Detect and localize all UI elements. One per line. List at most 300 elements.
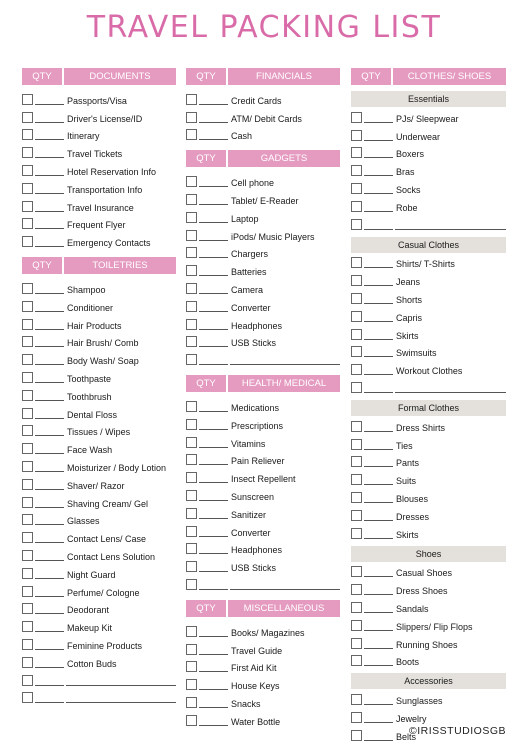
qty-line[interactable] [199,311,228,312]
section-header-toiletries [22,257,176,274]
item-label: Emergency Contacts [67,238,151,249]
checkbox[interactable] [22,336,33,347]
qty-heading: QTY [22,257,64,274]
checklist-item [351,489,506,507]
checkbox[interactable] [22,497,33,508]
checkbox[interactable] [351,112,362,123]
checklist-item [351,691,506,709]
checkbox[interactable] [186,679,197,690]
checkbox[interactable] [351,275,362,286]
item-label: Dress Shirts [396,422,446,433]
checkbox[interactable] [186,319,197,330]
item-label: Deodorant [67,605,110,616]
qty-line[interactable] [199,364,228,365]
checkbox[interactable] [351,584,362,595]
qty-line[interactable] [364,356,393,357]
qty-line[interactable] [199,411,228,412]
checkbox[interactable] [351,165,362,176]
qty-line[interactable] [364,374,393,375]
qty-line[interactable] [199,536,228,537]
item-label: First Aid Kit [231,663,277,674]
checkbox[interactable] [22,301,33,312]
checklist-item [351,255,506,273]
checklist-item [22,351,176,369]
checkbox[interactable] [22,479,33,490]
qty-line[interactable] [364,392,393,393]
checkbox[interactable] [22,603,33,614]
checklist-item [22,405,176,423]
checkbox[interactable] [22,319,33,330]
checkbox[interactable] [186,283,197,294]
qty-line[interactable] [199,222,228,223]
checkbox[interactable] [186,301,197,312]
qty-heading: QTY [22,68,64,85]
checklist-item [22,618,176,636]
qty-line[interactable] [199,553,228,554]
checklist-item [351,344,506,362]
checkbox[interactable] [186,626,197,637]
qty-line[interactable] [199,139,228,140]
checkbox[interactable] [22,657,33,668]
checklist-item [22,583,176,601]
checklist-item [351,653,506,671]
checkbox[interactable] [351,130,362,141]
write-in-line[interactable] [230,364,340,365]
item-label: Shampoo [67,284,106,295]
checkbox[interactable] [22,692,33,703]
item-label: Travel Guide [231,645,283,656]
qty-line[interactable] [35,649,64,650]
checkbox[interactable] [351,382,362,393]
checklist-item [22,654,176,672]
qty-line[interactable] [35,139,64,140]
checklist-item [22,216,176,234]
checklist-item [22,494,176,512]
checklist-item [186,109,340,127]
qty-line[interactable] [35,364,64,365]
checkbox[interactable] [351,147,362,158]
checklist-item [186,505,340,523]
qty-line[interactable] [199,518,228,519]
qty-line[interactable] [199,275,228,276]
qty-line[interactable] [364,502,393,503]
section-title: FINANCIALS [256,71,312,82]
qty-line[interactable] [199,707,228,708]
qty-line[interactable] [35,702,64,703]
qty-line[interactable] [364,285,393,286]
item-label: Contact Lens/ Case [67,534,147,545]
checkbox[interactable] [351,712,362,723]
checkbox[interactable] [22,443,33,454]
checklist-item [351,198,506,216]
checklist-item [186,659,340,677]
item-label: Hair Brush/ Comb [67,338,139,349]
checkbox[interactable] [186,129,197,140]
checklist-item [186,434,340,452]
checkbox[interactable] [22,218,33,229]
item-label: Tablet/ E-Reader [231,195,299,206]
item-label: Toothbrush [67,391,112,402]
item-label: Casual Shoes [396,568,453,579]
qty-line[interactable] [199,293,228,294]
item-label: Night Guard [67,569,116,580]
checkbox[interactable] [22,236,33,247]
checkbox[interactable] [186,194,197,205]
item-label: Running Shoes [396,639,458,650]
qty-line[interactable] [199,636,228,637]
item-label: Robe [396,202,418,213]
checklist-item [22,440,176,458]
blank-checklist-item [186,351,340,369]
checkbox[interactable] [351,219,362,230]
checklist-item [351,436,506,454]
checklist-item [22,334,176,352]
checkbox[interactable] [186,419,197,430]
checklist-item [351,145,506,163]
column-1 [22,68,176,707]
checklist-item [186,334,340,352]
qty-line[interactable] [35,578,64,579]
section-title: CLOTHES/ SHOES [407,71,492,82]
item-label: Body Wash/ Soap [67,356,139,367]
checkbox[interactable] [351,311,362,322]
checklist-item [186,91,340,109]
checkbox[interactable] [186,508,197,519]
checkbox[interactable] [186,715,197,726]
qty-line[interactable] [199,122,228,123]
qty-line[interactable] [35,293,64,294]
checklist-item [22,316,176,334]
checklist-item [186,173,340,191]
checklist-item [351,581,506,599]
qty-line[interactable] [35,435,64,436]
checkbox[interactable] [351,456,362,467]
qty-line[interactable] [364,704,393,705]
qty-line[interactable] [35,542,64,543]
item-label: Makeup Kit [67,623,113,634]
item-label: Perfume/ Cologne [67,587,140,598]
checkbox[interactable] [351,528,362,539]
item-label: ATM/ Debit Cards [231,113,302,124]
item-label: Chargers [231,249,269,260]
qty-line[interactable] [364,321,393,322]
section-header-clothes-shoes [351,68,506,85]
checkbox[interactable] [22,283,33,294]
qty-line[interactable] [364,648,393,649]
item-label: Blouses [396,493,429,504]
qty-line[interactable] [35,596,64,597]
item-label: Jeans [396,277,421,288]
checkbox[interactable] [22,568,33,579]
checkbox[interactable] [22,425,33,436]
checkbox[interactable] [186,661,197,672]
checkbox[interactable] [186,454,197,465]
qty-line[interactable] [199,464,228,465]
qty-line[interactable] [35,193,64,194]
checkbox[interactable] [22,372,33,383]
section-title: DOCUMENTS [89,71,151,82]
qty-line[interactable] [364,466,393,467]
qty-line[interactable] [35,489,64,490]
checkbox[interactable] [186,543,197,554]
qty-heading: QTY [186,375,228,392]
checkbox[interactable] [186,644,197,655]
subsection-header-accessories: Accessories [351,673,506,689]
qty-heading: QTY [351,68,393,85]
item-label: Travel Tickets [67,149,123,160]
qty-line[interactable] [35,471,64,472]
checkbox[interactable] [186,561,197,572]
checkbox[interactable] [351,346,362,357]
checkbox[interactable] [22,390,33,401]
qty-line[interactable] [35,418,64,419]
qty-line[interactable] [35,175,64,176]
checkbox[interactable] [22,461,33,472]
checkbox[interactable] [186,437,197,448]
item-label: Itinerary [67,131,100,142]
checkbox[interactable] [22,586,33,597]
qty-line[interactable] [35,667,64,668]
qty-line[interactable] [199,429,228,430]
qty-line[interactable] [35,211,64,212]
write-in-line[interactable] [395,392,506,393]
qty-line[interactable] [364,211,393,212]
qty-line[interactable] [199,589,228,590]
checklist-item [351,180,506,198]
checkbox[interactable] [351,620,362,631]
qty-line[interactable] [35,524,64,525]
item-label: Cotton Buds [67,658,117,669]
checkbox[interactable] [351,730,362,741]
checkbox[interactable] [22,201,33,212]
qty-line[interactable] [35,507,64,508]
checkbox[interactable] [351,183,362,194]
item-label: Sunscreen [231,491,275,502]
checkbox[interactable] [22,550,33,561]
checklist-item [351,308,506,326]
qty-line[interactable] [199,654,228,655]
checkbox[interactable] [22,514,33,525]
qty-line[interactable] [199,671,228,672]
checkbox[interactable] [186,354,197,365]
checkbox[interactable] [351,655,362,666]
qty-line[interactable] [35,346,64,347]
qty-line[interactable] [364,484,393,485]
checkbox[interactable] [186,697,197,708]
checklist-item [186,227,340,245]
checklist-item [22,529,176,547]
qty-line[interactable] [364,122,393,123]
checkbox[interactable] [351,364,362,375]
qty-line[interactable] [364,576,393,577]
item-label: Underwear [396,131,441,142]
checkbox[interactable] [186,472,197,483]
qty-line[interactable] [364,157,393,158]
qty-line[interactable] [199,204,228,205]
qty-line[interactable] [364,303,393,304]
checkbox[interactable] [22,94,33,105]
qty-line[interactable] [35,453,64,454]
qty-line[interactable] [364,722,393,723]
checklist-item [351,471,506,489]
qty-line[interactable] [364,740,393,741]
checkbox[interactable] [351,201,362,212]
qty-line[interactable] [199,500,228,501]
item-label: Shaving Cream/ Gel [67,498,149,509]
write-in-line[interactable] [66,685,176,686]
checkbox[interactable] [186,490,197,501]
qty-line[interactable] [364,175,393,176]
checkbox[interactable] [186,212,197,223]
item-label: Toothpaste [67,373,112,384]
qty-line[interactable] [35,311,64,312]
item-label: Moisturizer / Body Lotion [67,462,167,473]
checkbox[interactable] [186,401,197,412]
qty-line[interactable] [364,630,393,631]
checklist-item [351,635,506,653]
checkbox[interactable] [186,526,197,537]
page-title: TRAVEL PACKING LIST [86,10,442,45]
checkbox[interactable] [22,639,33,650]
item-label: PJs/ Sleepwear [396,113,459,124]
checklist-item [186,452,340,470]
qty-line[interactable] [35,613,64,614]
checkbox[interactable] [351,439,362,450]
qty-line[interactable] [35,228,64,229]
checklist-item [22,476,176,494]
qty-line[interactable] [199,689,228,690]
checkbox[interactable] [22,621,33,632]
checkbox[interactable] [351,474,362,485]
checklist-item [186,416,340,434]
checklist-item [22,512,176,530]
checklist-item [351,525,506,543]
checkbox[interactable] [22,183,33,194]
checkbox[interactable] [186,579,197,590]
checklist-item [351,127,506,145]
checkbox[interactable] [22,408,33,419]
qty-line[interactable] [364,140,393,141]
qty-line[interactable] [35,560,64,561]
write-in-line[interactable] [66,702,176,703]
checkbox[interactable] [186,112,197,123]
qty-line[interactable] [364,431,393,432]
qty-line[interactable] [199,571,228,572]
checkbox[interactable] [186,336,197,347]
item-label: Sandals [396,603,429,614]
qty-line[interactable] [35,122,64,123]
checklist-item [22,144,176,162]
qty-line[interactable] [364,449,393,450]
item-label: Pain Reliever [231,456,285,467]
qty-heading: QTY [186,68,228,85]
qty-line[interactable] [35,246,64,247]
item-label: Cash [231,131,253,142]
section-header-miscellaneous [186,600,340,617]
qty-line[interactable] [35,685,64,686]
qty-line[interactable] [364,594,393,595]
qty-line[interactable] [199,257,228,258]
checkbox[interactable] [351,566,362,577]
qty-line[interactable] [364,538,393,539]
qty-line[interactable] [35,157,64,158]
qty-line[interactable] [35,329,64,330]
checklist-item [22,601,176,619]
qty-line[interactable] [35,400,64,401]
item-label: Boxers [396,149,425,160]
checkbox[interactable] [22,354,33,365]
checkbox[interactable] [351,257,362,268]
item-label: Ties [396,440,413,451]
blank-checklist-item [22,672,176,690]
item-label: Skirts [396,529,419,540]
checkbox[interactable] [186,247,197,258]
section-title: MISCELLANEOUS [243,602,325,614]
qty-line[interactable] [199,104,228,105]
checklist-item [186,676,340,694]
qty-line[interactable] [199,346,228,347]
qty-line[interactable] [199,186,228,187]
checklist-item [351,507,506,525]
qty-line[interactable] [199,725,228,726]
checkbox[interactable] [351,510,362,521]
qty-line[interactable] [364,193,393,194]
checkbox[interactable] [186,176,197,187]
qty-line[interactable] [199,329,228,330]
qty-line[interactable] [35,382,64,383]
checkbox[interactable] [351,694,362,705]
write-in-line[interactable] [395,229,506,230]
checkbox[interactable] [22,532,33,543]
checklist-item [186,280,340,298]
checkbox[interactable] [22,129,33,140]
item-label: Medications [231,402,280,413]
qty-line[interactable] [364,339,393,340]
checkbox[interactable] [22,675,33,686]
item-label: Cell phone [231,178,275,189]
write-in-line[interactable] [230,589,340,590]
checkbox[interactable] [186,230,197,241]
checkbox[interactable] [351,602,362,613]
checkbox[interactable] [22,112,33,123]
item-label: Swimsuits [396,348,437,359]
checklist-item [186,127,340,145]
qty-line[interactable] [199,447,228,448]
checkbox[interactable] [351,293,362,304]
checklist-item [186,191,340,209]
checkbox[interactable] [186,265,197,276]
qty-line[interactable] [35,104,64,105]
item-label: Belts [396,731,417,742]
checkbox[interactable] [22,165,33,176]
blank-checklist-item [351,216,506,234]
qty-line[interactable] [199,482,228,483]
qty-line[interactable] [364,612,393,613]
checkbox[interactable] [351,329,362,340]
checkbox[interactable] [22,147,33,158]
checkbox[interactable] [351,638,362,649]
qty-line[interactable] [364,229,393,230]
checkbox[interactable] [186,94,197,105]
qty-line[interactable] [199,240,228,241]
qty-line[interactable] [364,520,393,521]
qty-line[interactable] [35,631,64,632]
checkbox[interactable] [351,421,362,432]
item-label: Driver's License/ID [67,113,143,124]
checkbox[interactable] [351,492,362,503]
qty-line[interactable] [364,267,393,268]
qty-line[interactable] [364,665,393,666]
